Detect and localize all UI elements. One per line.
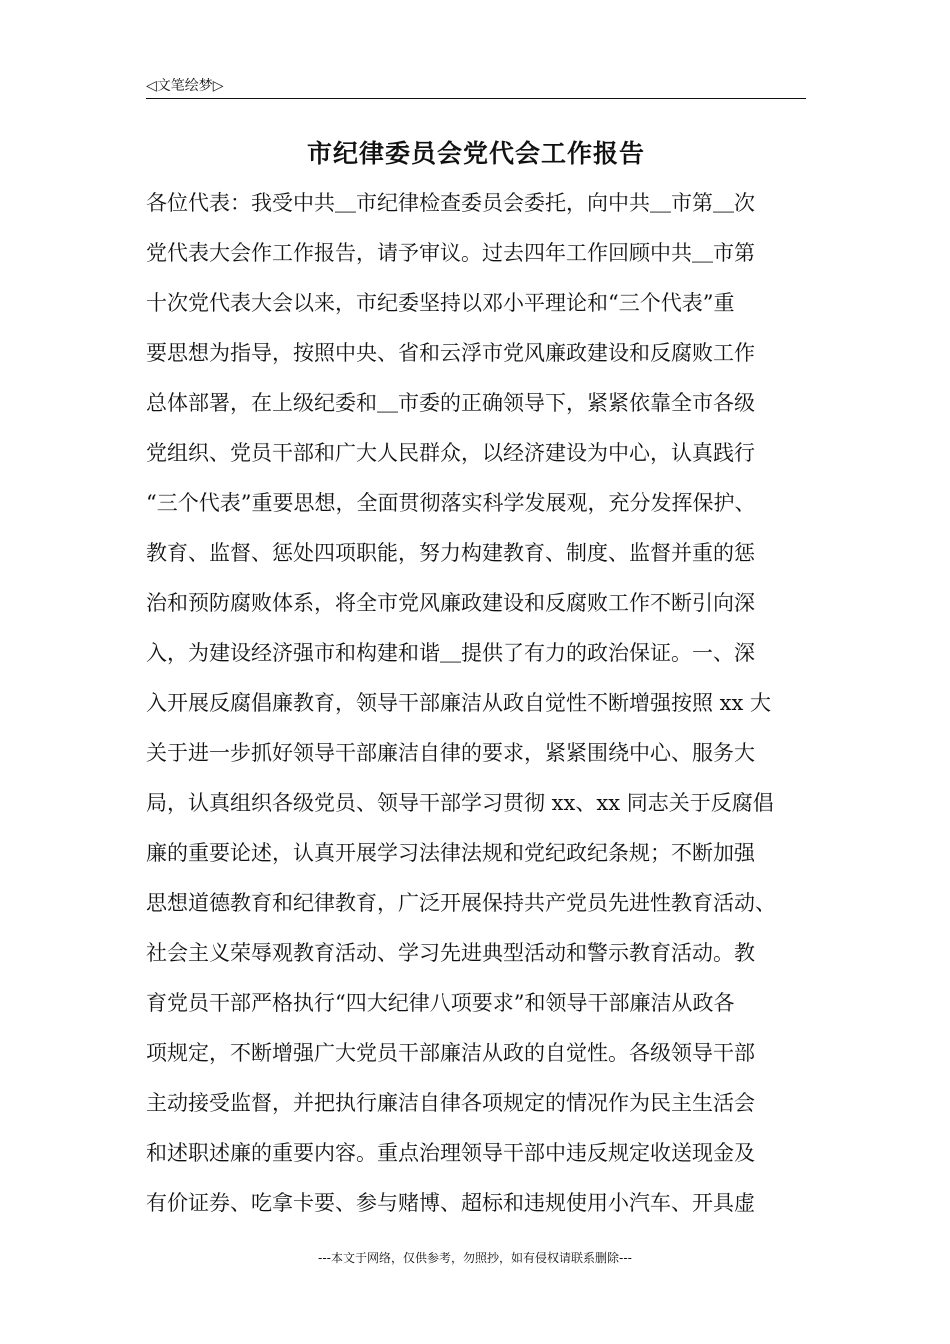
body-line: 各位代表：我受中共＿市纪律检查委员会委托，向中共＿市第＿次 — [146, 191, 755, 215]
body-line: 治和预防腐败体系，将全市党风廉政建设和反腐败工作不断引向深 — [146, 591, 755, 615]
body-line: 项规定，不断增强广大党员干部廉洁从政的自觉性。各级领导干部 — [146, 1041, 755, 1065]
body-line: 有价证券、吃拿卡要、参与赌博、超标和违规使用小汽车、开具虚 — [146, 1191, 755, 1215]
body-line: 育党员干部严格执行“四大纪律八项要求”和领导干部廉洁从政各 — [146, 991, 735, 1015]
header-label: ◁文笔绘梦▷ — [146, 78, 224, 94]
page-footer: ---本文于网络，仅供参考，勿照抄，如有侵权请联系删除--- — [318, 1251, 632, 1265]
body-line: 十次党代表大会以来，市纪委坚持以邓小平理论和“三个代表”重 — [146, 291, 735, 315]
body-line: 要思想为指导，按照中央、省和云浮市党风廉政建设和反腐败工作 — [146, 341, 755, 365]
body-line: 和述职述廉的重要内容。重点治理领导干部中违反规定收送现金及 — [146, 1141, 755, 1165]
document-body — [146, 178, 808, 1228]
body-line: 总体部署，在上级纪委和＿市委的正确领导下，紧紧依靠全市各级 — [146, 391, 755, 415]
body-line: 党代表大会作工作报告，请予审议。过去四年工作回顾中共＿市第 — [146, 241, 755, 265]
body-line: 入开展反腐倡廉教育，领导干部廉洁从政自觉性不断增强按照 xx 大 — [146, 691, 772, 715]
body-line: 社会主义荣辱观教育活动、学习先进典型活动和警示教育活动。教 — [146, 941, 755, 965]
page-header — [146, 72, 806, 99]
body-line: 思想道德教育和纪律教育，广泛开展保持共产党员先进性教育活动、 — [146, 891, 776, 915]
body-line: 党组织、党员干部和广大人民群众，以经济建设为中心，认真践行 — [146, 441, 755, 465]
body-line: “三个代表”重要思想，全面贯彻落实科学发展观，充分发挥保护、 — [146, 491, 756, 515]
body-line: 主动接受监督，并把执行廉洁自律各项规定的情况作为民主生活会 — [146, 1091, 755, 1115]
body-line: 局，认真组织各级党员、领导干部学习贯彻 xx、xx 同志关于反腐倡 — [146, 791, 774, 815]
body-line: 教育、监督、惩处四项职能，努力构建教育、制度、监督并重的惩 — [146, 541, 755, 565]
body-line: 关于进一步抓好领导干部廉洁自律的要求，紧紧围绕中心、服务大 — [146, 741, 755, 765]
document-title: 市纪律委员会党代会工作报告 — [306, 139, 645, 168]
body-line: 廉的重要论述，认真开展学习法律法规和党纪政纪条规；不断加强 — [146, 841, 755, 865]
body-line: 入，为建设经济强市和构建和谐＿提供了有力的政治保证。一、深 — [146, 641, 755, 665]
